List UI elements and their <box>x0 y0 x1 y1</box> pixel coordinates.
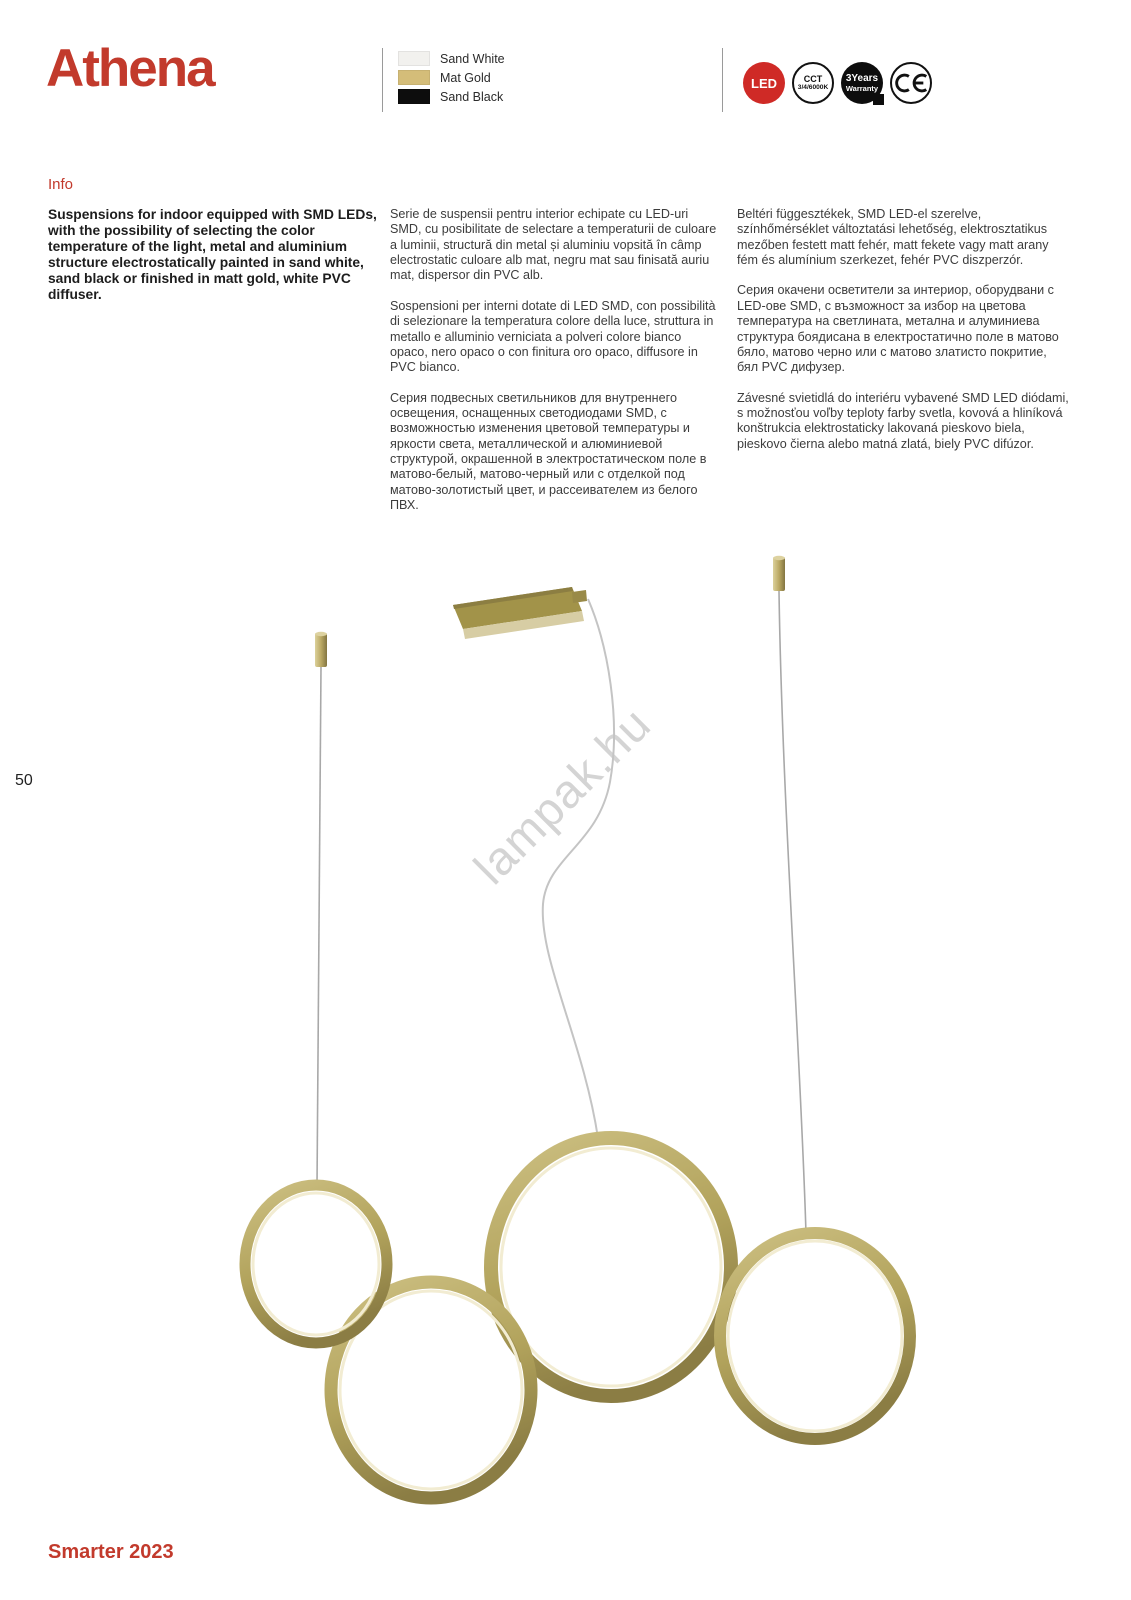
finish-label: Sand White <box>440 51 505 66</box>
ceiling-cylinder-right <box>773 556 785 591</box>
warranty-badge-line1: 3Years <box>845 72 879 84</box>
watermark: lampak.hu <box>463 696 661 895</box>
brand-logo: Athena <box>46 39 214 98</box>
info-heading: Info <box>48 176 74 193</box>
description-it: Sospensioni per interni dotate di LED SMD, con possibilità di selezionare la temperatura colore della luce, struttura in metallo e alluminio verniciata a polveri colore bianco opaco, nero opaco o con finitura oro opaco, diffusore in PVC bianco. <box>390 298 716 375</box>
suspension-cable-right <box>779 591 806 1234</box>
ceiling-cylinder-left <box>315 632 327 667</box>
description-bg: Серия окачени осветители за интериор, оборудвани с LED-ове SMD, с възможност за избор на цветова температура на светлината, метална и алуминиева структура боядисана в електростатично поле в матово бяло, матово черно или с матово златисто покритие, бял PVC дифузер. <box>737 283 1059 375</box>
description-ro: Serie de suspensii pentru interior echipate cu LED-uri SMD, cu posibilitate de selectare a temperaturii de culoare a luminii, structură din metal și aluminiu vopsită în câmp electrostatic culoare alb mat, negru mat sau finisată auriu mat, dispersor din PVC alb. <box>390 207 717 283</box>
warranty-badge-line2: Warranty <box>845 83 879 93</box>
page-number: 50 <box>15 772 33 789</box>
led-ring-small-left <box>245 1185 387 1343</box>
footer-edition: Smarter 2023 <box>48 1541 174 1563</box>
ceiling-canopy-box <box>453 587 587 639</box>
suspension-cable-center <box>543 599 614 1138</box>
finish-label: Sand Black <box>440 89 504 104</box>
suspension-cable-left <box>317 667 321 1186</box>
led-ring-right <box>720 1233 910 1439</box>
finish-label: Mat Gold <box>440 70 491 85</box>
description-hu: Beltéri függesztékek, SMD LED-el szerelve, színhőmérséklet változtatási lehetőség, elektrosztatikus mezőben festett matt fehér, matt fekete vagy matt arany fém és alumínium szerkezet, fehér PVC diszperzór. <box>737 207 1049 268</box>
description-sk: Závesné svietidlá do interiéru vybavené SMD LED diódami, s možnosťou voľby teploty farby svetla, kovová a hliníková konštrukcia elektrostaticky lakovaná pieskovo biela, pieskovo čierna alebo matná zlatá, biely PVC difúzor. <box>737 390 1069 451</box>
description-en: Suspensions for indoor equipped with SMD LEDs, with the possibility of selecting the color temperature of the light, metal and aluminium structure electrostatically painted in sand white, sand black or finished in matt gold, white PVC diffuser. <box>48 207 377 302</box>
cct-badge-line1: CCT <box>803 73 823 84</box>
led-badge-label: LED <box>751 75 777 91</box>
description-ru: Серия подвесных светильников для внутреннего освещения, оснащенных светодиодами SMD, с возможностью изменения цветовой температуры и яркости света, металлической и алюминиевой структурой, окрашенной в электростатическом поле в матово-белый, матово-черный или с отделкой под матово-золотистый цвет, и рассеивателем из белого ПВХ. <box>390 390 707 513</box>
cct-badge-line2: 3/4/6000K <box>797 83 829 91</box>
